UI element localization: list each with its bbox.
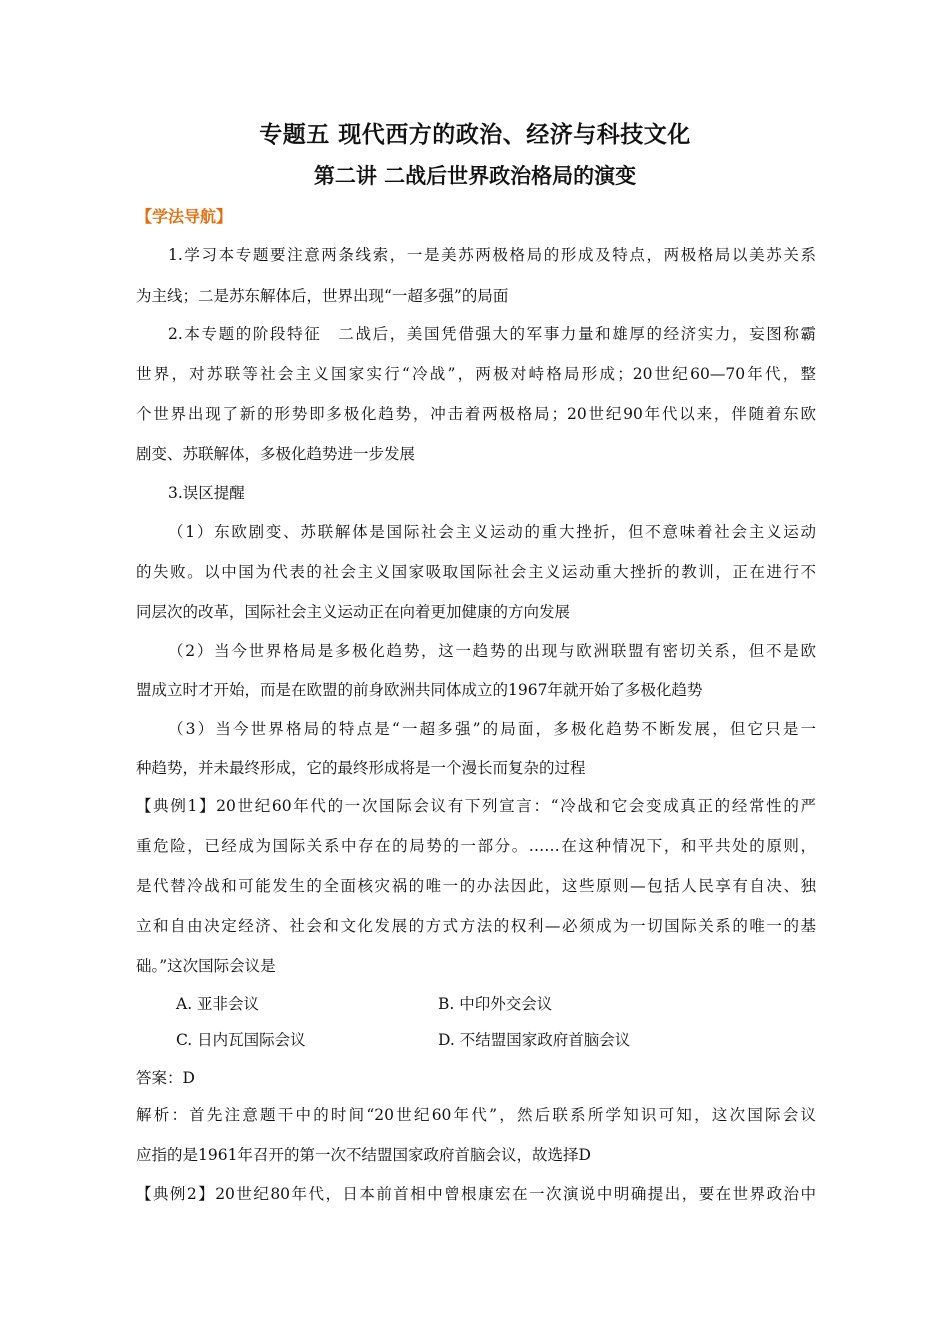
paragraph-line: 世界，对苏联等社会主义国家实行“冷战”，两极对峙格局形成；20世纪60—70年代，整 bbox=[136, 365, 816, 383]
option-c: C. 日内瓦国际会议 bbox=[176, 1031, 306, 1049]
paragraph-line: （3）当今世界格局的特点是“一超多强”的局面，多极化趋势不断发展，但它只是一 bbox=[168, 720, 816, 738]
example-line: 【典例2】20世纪80年代，日本前首相中曾根康宏在一次演说中明确提出，要在世界政治中 bbox=[136, 1185, 816, 1203]
option-d: D. 不结盟国家政府首脑会议 bbox=[438, 1031, 631, 1049]
example-line: 重危险，已经成为国际关系中存在的局势的一部分。……在这种情况下，和平共处的原则， bbox=[136, 837, 816, 855]
paragraph-line: 同层次的改革，国际社会主义运动正在向着更加健康的方向发展 bbox=[136, 603, 571, 621]
analysis-line: 解析：首先注意题干中的时间“20世纪60年代”，然后联系所学知识可知，这次国际会议 bbox=[136, 1106, 816, 1124]
paragraph-line: 2.本专题的阶段特征 二战后，美国凭借强大的军事力量和雄厚的经济实力，妄图称霸 bbox=[168, 325, 816, 343]
example-line: 【典例1】20世纪60年代的一次国际会议有下列宣言：“冷战和它会变成真正的经常性的严 bbox=[136, 797, 816, 815]
paragraph-line: （1）东欧剧变、苏联解体是国际社会主义运动的重大挫折，但不意味着社会主义运动 bbox=[168, 523, 816, 541]
paragraph-line: 种趋势，并未最终形成，它的最终形成将是一个漫长而复杂的过程 bbox=[136, 759, 586, 777]
paragraph-line: 3.误区提醒 bbox=[168, 484, 245, 502]
answer-line: 答案：D bbox=[136, 1069, 195, 1087]
analysis-line: 应指的是1961年召开的第一次不结盟国家政府首脑会议，故选择D bbox=[136, 1146, 591, 1164]
paragraph-line: 盟成立时才开始，而是在欧盟的前身欧洲共同体成立的1967年就开始了多极化趋势 bbox=[136, 681, 703, 699]
example-line: 立和自由决定经济、社会和文化发展的方式方法的权利—必须成为一切国际关系的唯一的基 bbox=[136, 917, 816, 935]
sub-title: 第二讲 二战后世界政治格局的演变 bbox=[313, 164, 637, 188]
example-line: 础。”这次国际会议是 bbox=[136, 957, 276, 975]
paragraph-line: 1.学习本专题要注意两条线索，一是美苏两极格局的形成及特点，两极格局以美苏关系 bbox=[168, 246, 816, 264]
paragraph-line: 的失败。以中国为代表的社会主义国家吸取国际社会主义运动重大挫折的教训，正在进行不 bbox=[136, 563, 816, 581]
paragraph-line: 个世界出现了新的形势即多极化趋势，冲击着两极格局；20世纪90年代以来，伴随着东欧 bbox=[136, 405, 816, 423]
option-b: B. 中印外交会议 bbox=[438, 995, 553, 1013]
paragraph-line: 为主线；二是苏东解体后，世界出现“一超多强”的局面 bbox=[136, 287, 509, 305]
option-a: A. 亚非会议 bbox=[176, 995, 260, 1013]
example-line: 是代替冷战和可能发生的全面核灾祸的唯一的办法因此，这些原则—包括人民享有自决、独 bbox=[136, 877, 816, 895]
paragraph-line: 剧变、苏联解体，多极化趋势进一步发展 bbox=[136, 445, 416, 463]
paragraph-line: （2）当今世界格局是多极化趋势，这一趋势的出现与欧洲联盟有密切关系，但不是欧 bbox=[168, 642, 816, 660]
section-header: 【学法导航】 bbox=[136, 207, 233, 226]
main-title: 专题五 现代西方的政治、经济与科技文化 bbox=[259, 122, 691, 148]
